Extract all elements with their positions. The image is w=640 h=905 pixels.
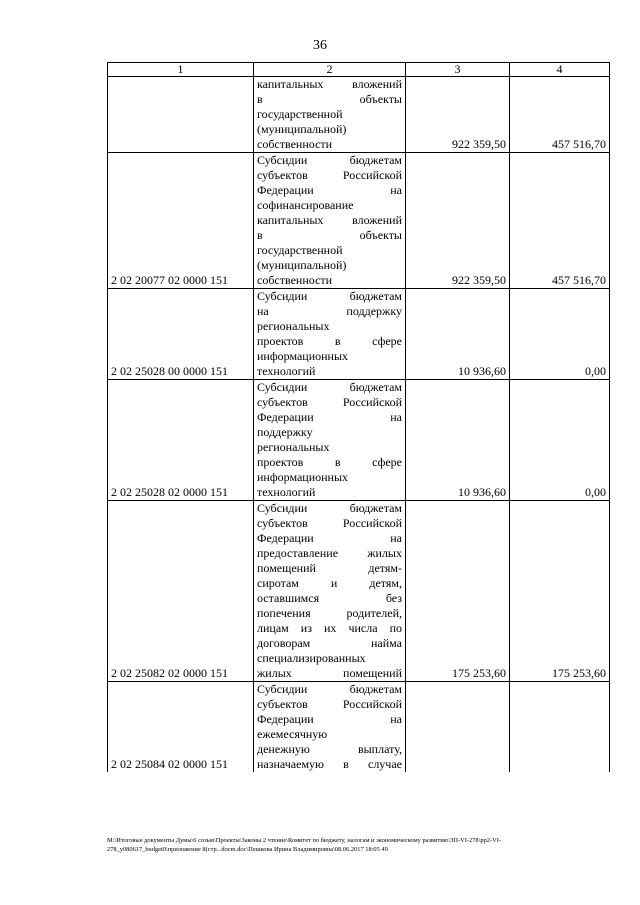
amount-col-4-cell: 457 516,70 bbox=[510, 77, 610, 153]
item-name-line: субъектов Российской bbox=[257, 516, 402, 530]
header-col-1: 1 bbox=[108, 63, 254, 77]
item-name-line: субъектов Российской bbox=[257, 395, 402, 409]
item-name-cell bbox=[254, 289, 406, 380]
item-name-line: региональных bbox=[257, 440, 330, 454]
amount-col-4-cell: 0,00 bbox=[510, 380, 610, 501]
item-name-line: сиротам и детям, bbox=[257, 576, 402, 590]
item-name-line: Субсидии бюджетам bbox=[257, 289, 402, 303]
item-name-line: договорам найма bbox=[257, 636, 402, 650]
amount-col-3-cell: 10 936,60 bbox=[406, 380, 510, 501]
amount-col-4-cell: 175 253,60 bbox=[510, 501, 610, 682]
table-body bbox=[108, 77, 610, 773]
item-name-line: денежную выплату, bbox=[257, 742, 402, 756]
budget-table bbox=[107, 62, 610, 772]
item-name-line: (муниципальной) bbox=[257, 258, 347, 272]
item-name-line: на поддержку bbox=[257, 304, 402, 318]
item-name-line: Субсидии бюджетам bbox=[257, 501, 402, 515]
header-col-2: 2 bbox=[254, 63, 406, 77]
item-name-line: капитальных вложений bbox=[257, 213, 402, 227]
item-name-line: в объекты bbox=[257, 92, 402, 106]
budget-code-cell: 2 02 20077 02 0000 151 bbox=[108, 153, 254, 289]
item-name-line: информационных bbox=[257, 349, 349, 363]
amount-col-3-cell: 10 936,60 bbox=[406, 289, 510, 380]
item-name-line: Федерации на bbox=[257, 531, 402, 545]
amount-col-3-cell: 922 359,50 bbox=[406, 153, 510, 289]
amount-col-3-cell bbox=[406, 682, 510, 773]
item-name-line: Субсидии бюджетам bbox=[257, 682, 402, 696]
item-name-line: капитальных вложений bbox=[257, 77, 402, 91]
item-name-line: Федерации на bbox=[257, 410, 402, 424]
table-row bbox=[108, 501, 610, 682]
header-col-4: 4 bbox=[510, 63, 610, 77]
table-row bbox=[108, 289, 610, 380]
item-name-cell bbox=[254, 380, 406, 501]
amount-col-4-cell: 0,00 bbox=[510, 289, 610, 380]
table-header-row bbox=[108, 63, 610, 77]
item-name-line: информационных bbox=[257, 470, 349, 484]
item-name-line: софинансирование bbox=[257, 198, 354, 212]
page-number: 36 bbox=[313, 38, 327, 53]
item-name-line: предоставление жилых bbox=[257, 546, 402, 560]
budget-code-cell: 2 02 25082 02 0000 151 bbox=[108, 501, 254, 682]
item-name-line: Федерации на bbox=[257, 183, 402, 197]
budget-code-cell: 2 02 25084 02 0000 151 bbox=[108, 682, 254, 773]
item-name-line: проектов в сфере bbox=[257, 334, 402, 348]
header-col-3: 3 bbox=[406, 63, 510, 77]
item-name-line: Субсидии бюджетам bbox=[257, 380, 402, 394]
budget-code-cell: 2 02 25028 00 0000 151 bbox=[108, 289, 254, 380]
item-name-line: Федерации на bbox=[257, 712, 402, 726]
item-name-line: попечения родителей, bbox=[257, 606, 402, 620]
item-name-cell bbox=[254, 501, 406, 682]
item-name-line: оставшимся без bbox=[257, 591, 402, 605]
item-name-line: Субсидии бюджетам bbox=[257, 153, 402, 167]
item-name-line: государственной bbox=[257, 107, 343, 121]
item-name-cell bbox=[254, 77, 406, 153]
budget-code-cell bbox=[108, 77, 254, 153]
item-name-line: назначаемую в случае bbox=[257, 757, 402, 771]
item-name-line: собственности bbox=[257, 273, 333, 287]
item-name-line: субъектов Российской bbox=[257, 697, 402, 711]
amount-col-4-cell bbox=[510, 682, 610, 773]
amount-col-4-cell: 457 516,70 bbox=[510, 153, 610, 289]
amount-col-3-cell: 175 253,60 bbox=[406, 501, 510, 682]
table-row bbox=[108, 77, 610, 153]
footer-line-2: 278_у080617_budget0\приложение 8(стр...docm.doc\Пешкова Ирина Владимировна\08.06.2017 18:05 49 bbox=[107, 846, 388, 853]
footer-line-1: М:\Итоговые документы Думы\6 созыв\Проекты\Законы 2 чтение\Комитет по бюджету, налогам и экономическому развитию\ЗП-VI-278\рр2-VI- bbox=[107, 837, 501, 844]
amount-col-3-cell: 922 359,50 bbox=[406, 77, 510, 153]
item-name-cell bbox=[254, 682, 406, 773]
item-name-line: (муниципальной) bbox=[257, 122, 347, 136]
budget-code-cell: 2 02 25028 02 0000 151 bbox=[108, 380, 254, 501]
item-name-line: проектов в сфере bbox=[257, 455, 402, 469]
item-name-line: собственности bbox=[257, 137, 333, 151]
item-name-line: субъектов Российской bbox=[257, 168, 402, 182]
item-name-line: жилых помещений bbox=[257, 666, 402, 680]
item-name-line: лицам из их числа по bbox=[257, 621, 402, 635]
document-path-footer bbox=[107, 836, 617, 854]
item-name-line: помещений детям- bbox=[257, 561, 402, 575]
item-name-line: технологий bbox=[257, 364, 316, 378]
item-name-line: государственной bbox=[257, 243, 343, 257]
item-name-line: в объекты bbox=[257, 228, 402, 242]
item-name-line: ежемесячную bbox=[257, 727, 328, 741]
table-row bbox=[108, 153, 610, 289]
table-row bbox=[108, 682, 610, 773]
item-name-line: технологий bbox=[257, 485, 316, 499]
table-row bbox=[108, 380, 610, 501]
item-name-line: региональных bbox=[257, 319, 330, 333]
item-name-line: поддержку bbox=[257, 425, 313, 439]
item-name-line: специализированных bbox=[257, 651, 366, 665]
item-name-cell bbox=[254, 153, 406, 289]
